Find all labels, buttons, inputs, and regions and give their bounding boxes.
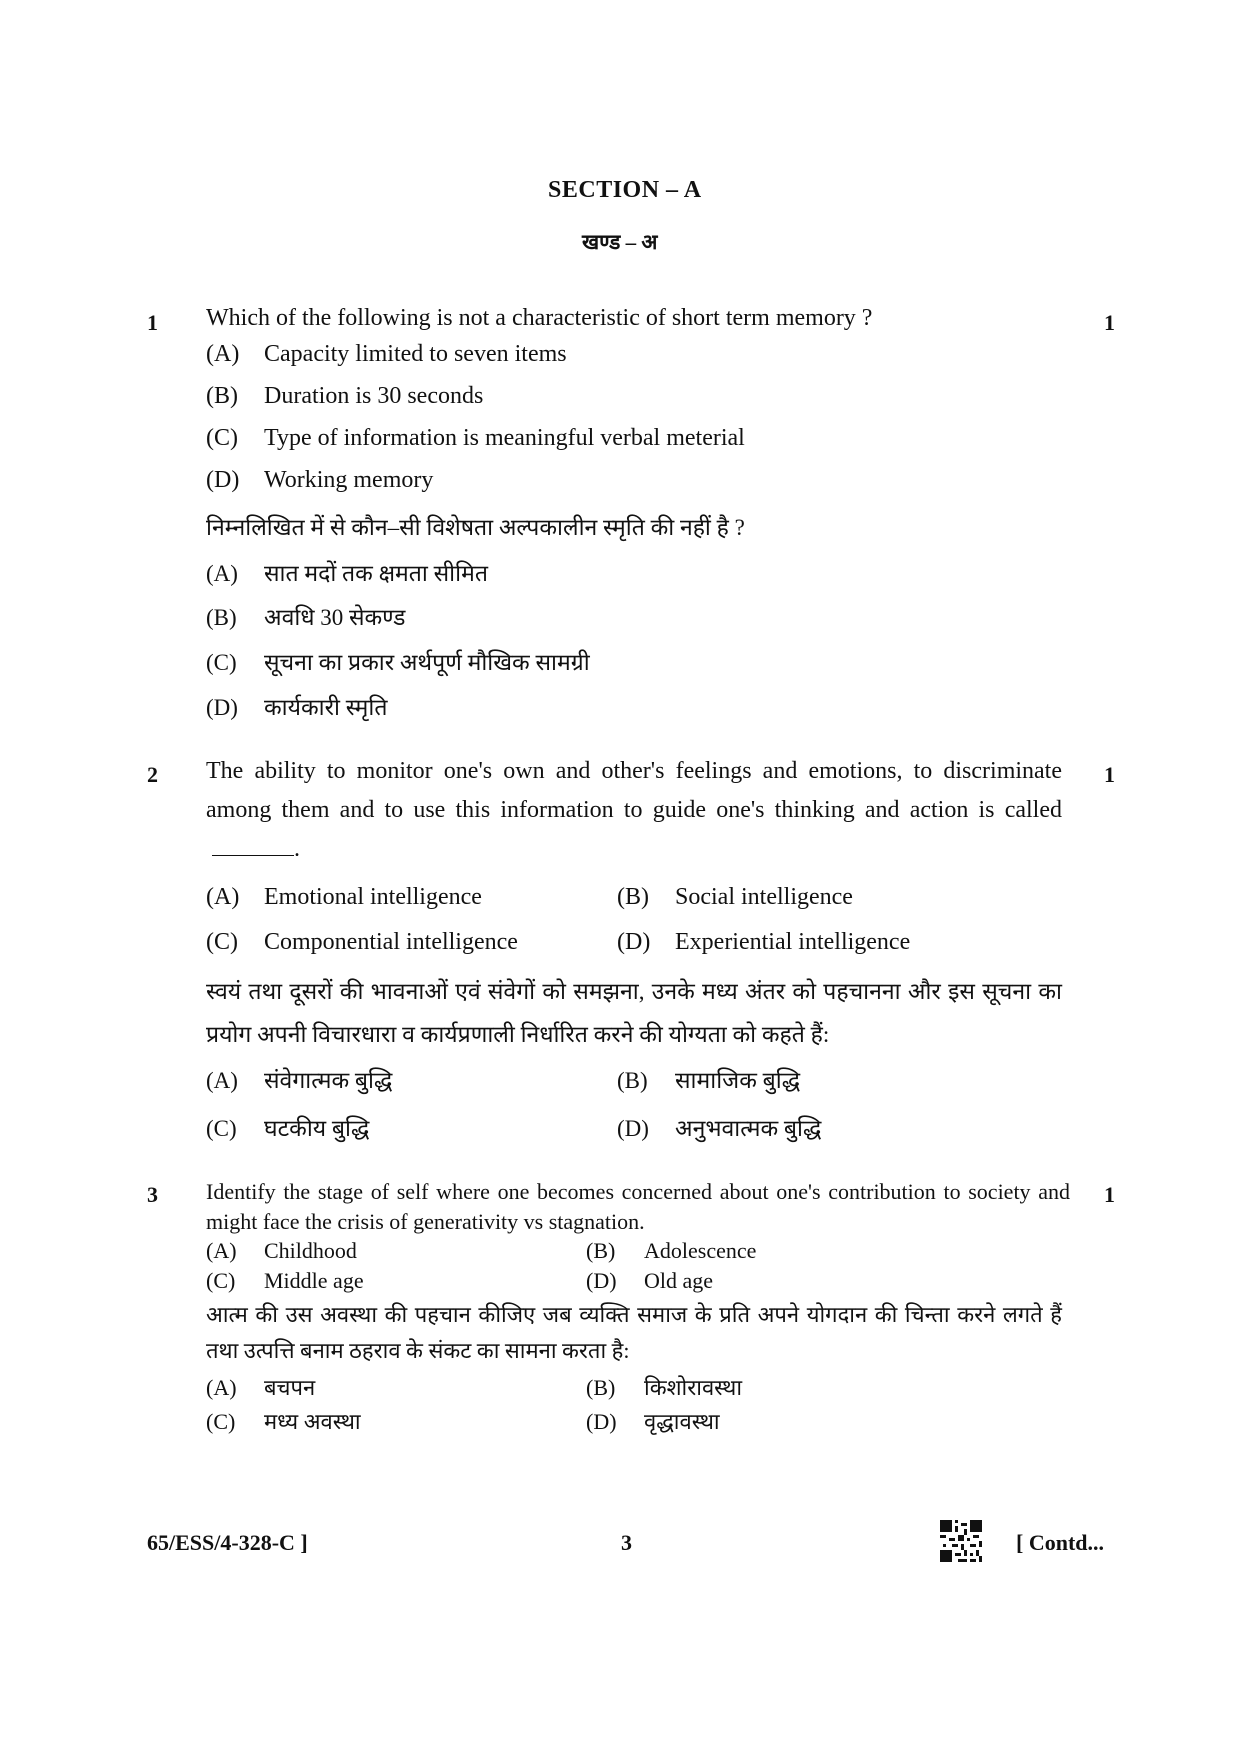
page-number: 3	[621, 1530, 632, 1555]
option-b	[617, 884, 853, 911]
option-d	[586, 1268, 713, 1294]
option-text: Duration is 30 seconds	[264, 383, 484, 409]
question-text-hindi: आत्म की उस अवस्था की पहचान कीजिए जब व्यक्ति समाज के प्रति अपने योगदान की चिन्ता करने लगते हैं तथा उत्पत्ति बनाम ठहराव के संकट का सामना करता है:	[206, 1302, 1062, 1363]
hindi-option-a	[206, 1372, 315, 1402]
option-text: Adolescence	[644, 1238, 757, 1263]
qr-code-icon	[940, 1520, 982, 1562]
option-d	[206, 467, 433, 494]
option-text: वृद्धावस्था	[644, 1409, 720, 1434]
option-text: Type of information is meaningful verbal meterial	[264, 425, 745, 451]
option-text: किशोरावस्था	[644, 1375, 743, 1400]
section-title: SECTION – A	[548, 177, 702, 203]
option-letter: (A)	[206, 341, 240, 367]
section-title-hindi: खण्ड – अ	[582, 230, 658, 254]
option-letter: (B)	[206, 605, 237, 630]
option-text: Old age	[644, 1268, 714, 1293]
option-a	[206, 884, 482, 911]
hindi-option-a	[206, 1063, 392, 1095]
question-text: Which of the following is not a characteristic of short term memory ?	[206, 305, 873, 331]
question-text-hindi: स्वयं तथा दूसरों की भावनाओं एवं संवेगों को समझना, उनके मध्य अंतर को पहचानना और इस सूचना का प्रयोग अपनी विचारधारा व कार्यप्रणाली निर्धारित करने की योग्यता को कहते हैं:	[206, 979, 1062, 1047]
option-text: Childhood	[264, 1238, 357, 1263]
option-c	[206, 425, 745, 452]
question-text-body: The ability to monitor one's own and other's feelings and emotions, to discriminate among them and to use this information to guide one's thinking and action is called	[206, 758, 1062, 823]
question-marks: 1	[1104, 310, 1115, 335]
option-text: कार्यकारी स्मृति	[264, 695, 388, 720]
option-letter: (B)	[617, 884, 649, 910]
option-text: Working memory	[264, 467, 434, 493]
option-c	[206, 929, 518, 956]
option-text: मध्य अवस्था	[264, 1409, 361, 1434]
option-c	[206, 1268, 364, 1294]
option-letter: (C)	[206, 1116, 237, 1141]
question-number: 2	[147, 762, 158, 787]
option-b	[586, 1238, 756, 1264]
hindi-option-d	[206, 690, 387, 722]
option-letter: (A)	[206, 1068, 238, 1093]
option-letter: (A)	[206, 884, 240, 910]
option-letter: (D)	[617, 929, 651, 955]
option-text: Social intelligence	[675, 884, 853, 910]
paper-code: 65/ESS/4-328-C ]	[147, 1530, 308, 1555]
option-text: सामाजिक बुद्धि	[675, 1068, 801, 1093]
hindi-option-b	[206, 600, 405, 632]
question-number: 1	[147, 310, 158, 335]
option-letter: (A)	[206, 1375, 237, 1400]
option-text: Middle age	[264, 1268, 364, 1293]
option-text: अनुभवात्मक बुद्धि	[675, 1116, 822, 1141]
hindi-option-b	[586, 1372, 742, 1402]
option-letter: (D)	[586, 1268, 617, 1293]
option-letter: (A)	[206, 1238, 237, 1263]
option-letter: (C)	[206, 425, 238, 451]
option-text: Emotional intelligence	[264, 884, 482, 910]
hindi-option-c	[206, 645, 590, 677]
question-text	[206, 752, 1062, 869]
option-letter: (D)	[206, 467, 240, 493]
option-text: बचपन	[264, 1375, 316, 1400]
option-letter: (B)	[586, 1238, 616, 1263]
question-marks: 1	[1104, 1182, 1115, 1207]
option-letter: (A)	[206, 561, 238, 586]
question-text-end: .	[294, 836, 300, 862]
option-letter: (D)	[617, 1116, 649, 1141]
contd-label: [ Contd...	[1016, 1530, 1105, 1555]
question-text: Identify the stage of self where one becomes concerned about one's contribution to society and might face the crisis of generativity vs stagnation.	[206, 1179, 1070, 1234]
option-letter: (D)	[206, 695, 238, 720]
option-letter: (C)	[206, 650, 237, 675]
option-text: संवेगात्मक बुद्धि	[264, 1068, 393, 1093]
hindi-option-a	[206, 556, 488, 588]
option-letter: (C)	[206, 1409, 236, 1434]
option-text: Capacity limited to seven items	[264, 341, 567, 367]
question-number: 3	[147, 1182, 158, 1207]
option-text: सूचना का प्रकार अर्थपूर्ण मौखिक सामग्री	[264, 650, 590, 675]
hindi-option-b	[617, 1063, 800, 1095]
option-letter: (B)	[617, 1068, 648, 1093]
question-marks: 1	[1104, 762, 1115, 787]
option-b	[206, 383, 483, 410]
option-text: घटकीय बुद्धि	[264, 1116, 370, 1141]
question-text-hindi: निम्नलिखित में से कौन–सी विशेषता अल्पकालीन स्मृति की नहीं है ?	[206, 515, 745, 540]
option-d	[617, 929, 910, 956]
option-text: Experiential intelligence	[675, 929, 911, 955]
option-text: अवधि 30 सेकण्ड	[264, 605, 406, 630]
option-letter: (D)	[586, 1409, 617, 1434]
answer-blank	[212, 835, 294, 856]
hindi-option-d	[586, 1406, 720, 1436]
option-a	[206, 1238, 357, 1264]
hindi-option-d	[617, 1111, 821, 1143]
option-text: सात मदों तक क्षमता सीमित	[264, 561, 488, 586]
option-letter: (B)	[206, 383, 238, 409]
option-text: Componential intelligence	[264, 929, 518, 955]
hindi-option-c	[206, 1111, 369, 1143]
hindi-option-c	[206, 1406, 361, 1436]
option-letter: (C)	[206, 1268, 236, 1293]
option-letter: (B)	[586, 1375, 616, 1400]
option-a	[206, 341, 567, 368]
option-letter: (C)	[206, 929, 238, 955]
